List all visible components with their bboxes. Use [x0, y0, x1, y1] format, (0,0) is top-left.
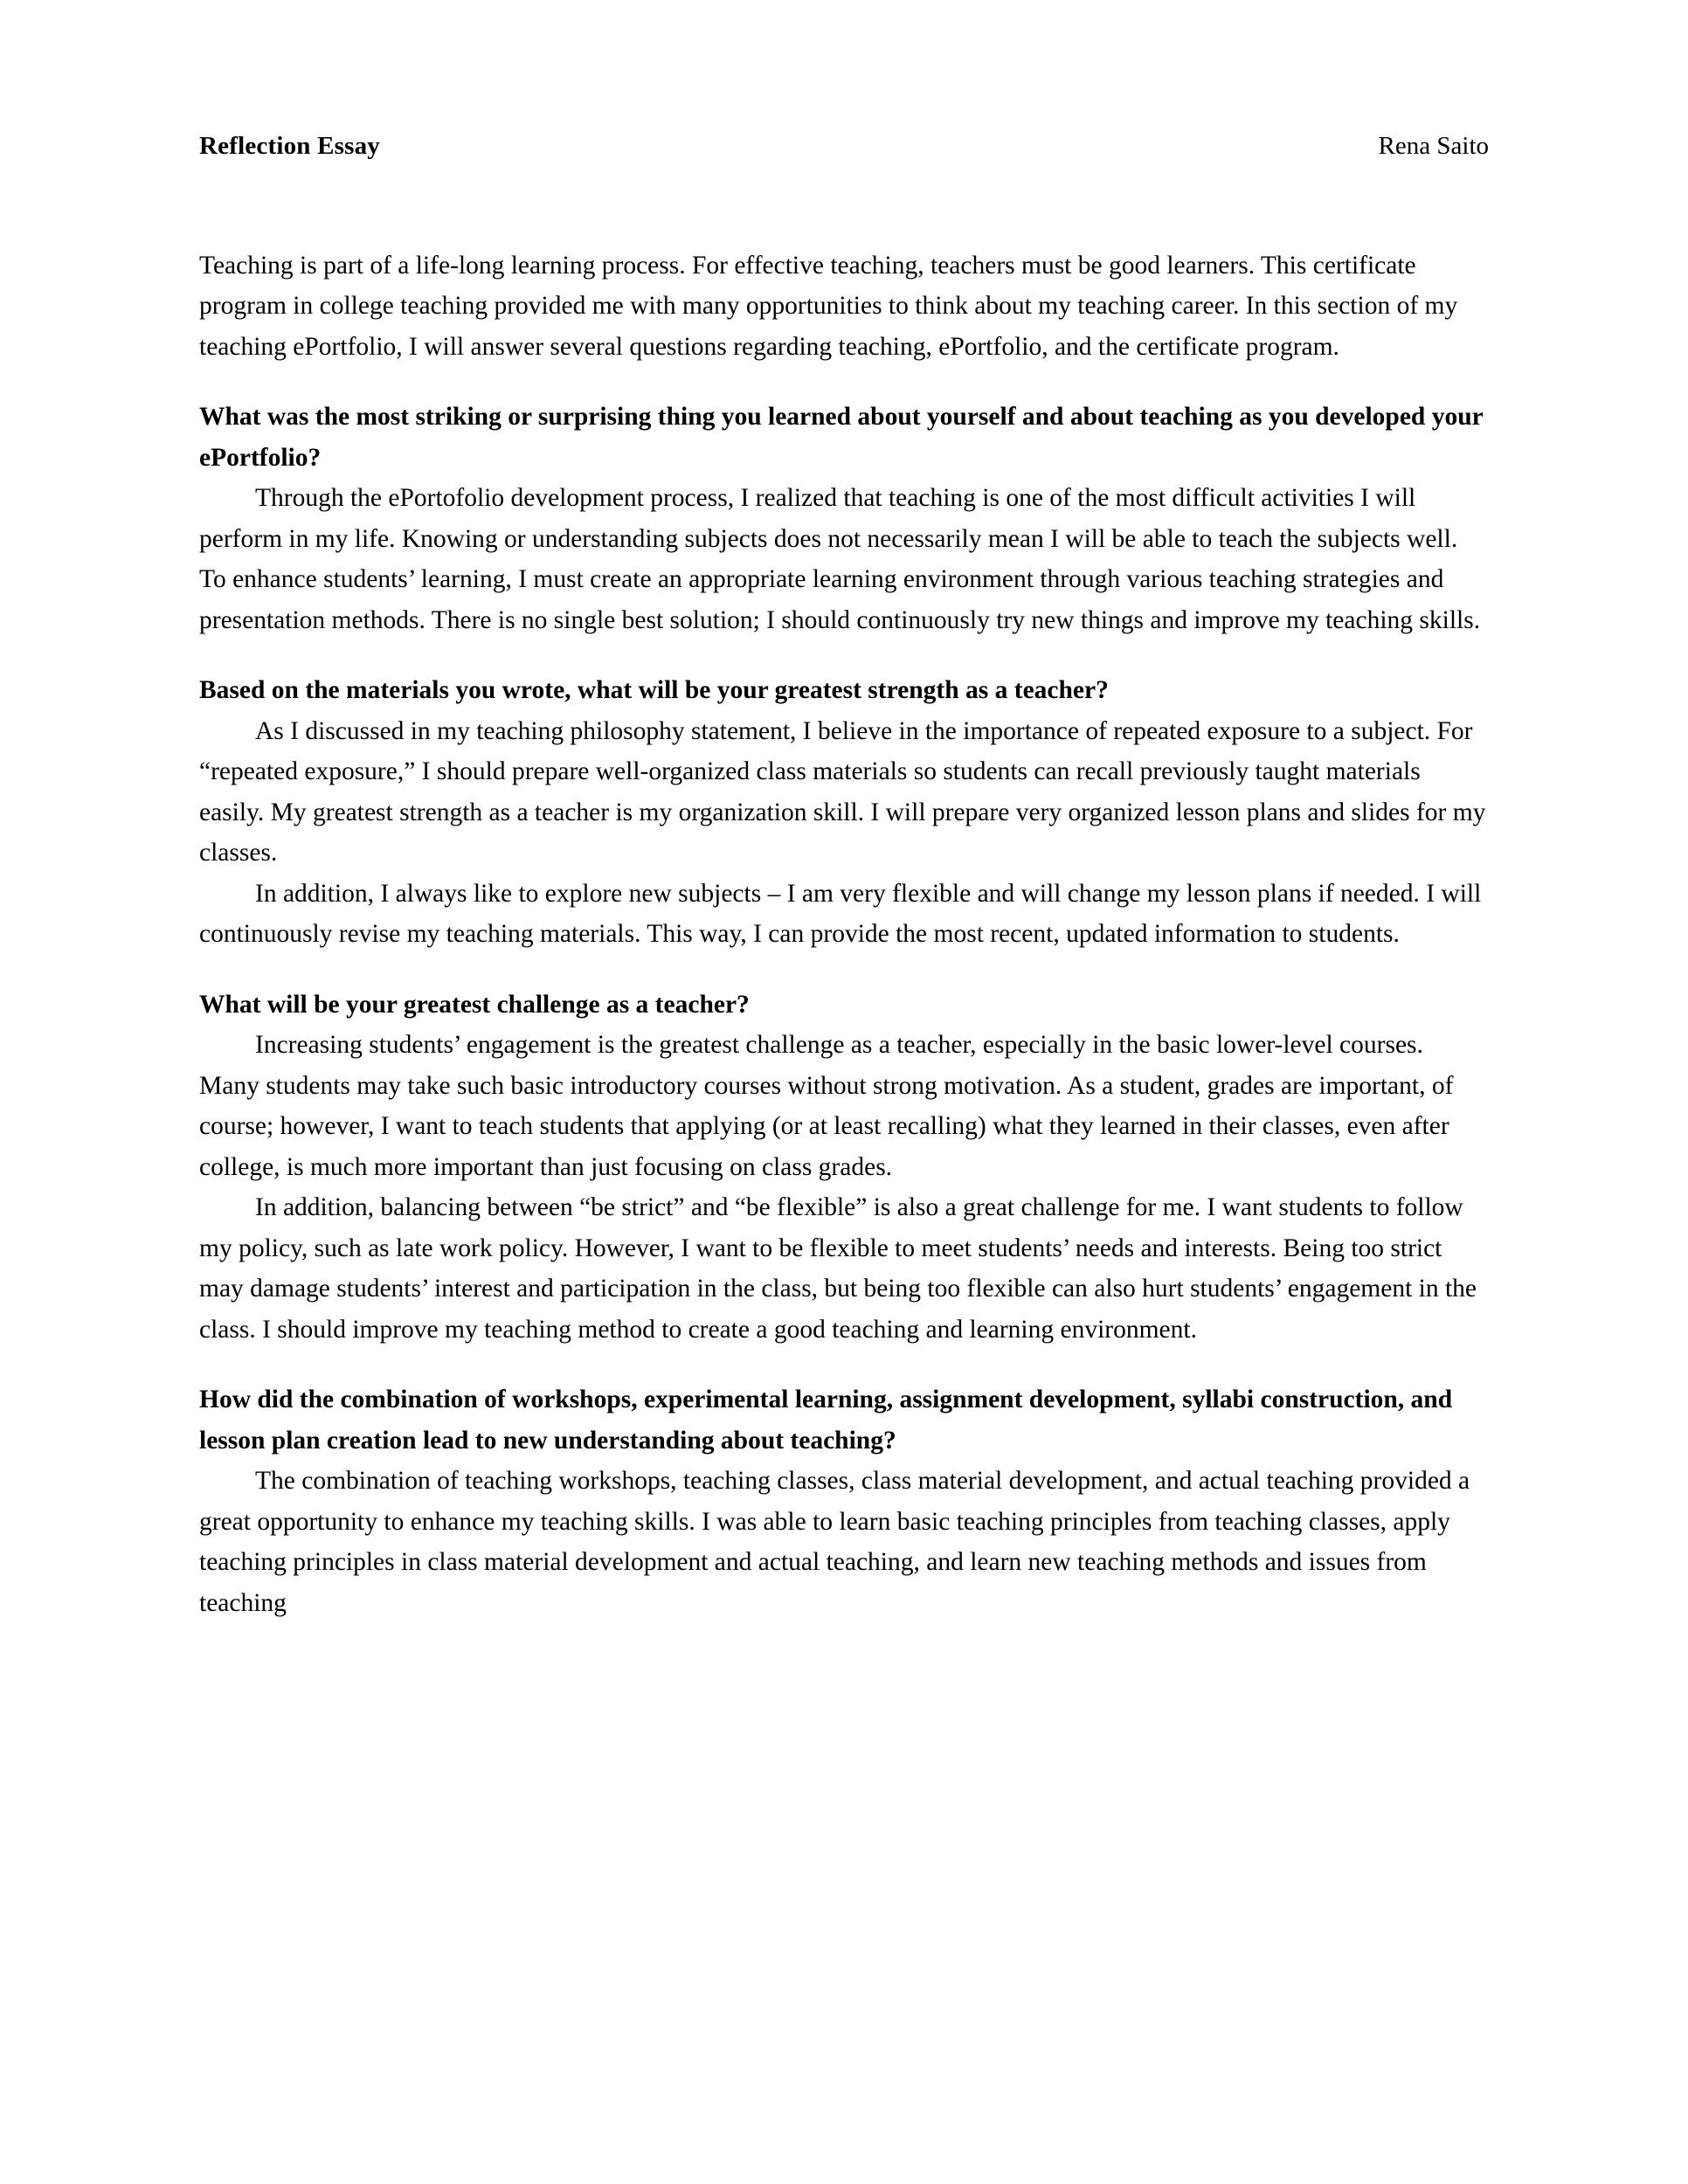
section-4: [199, 1379, 1489, 1623]
document-body: [199, 245, 1489, 1624]
intro-block: [199, 245, 1489, 368]
section-1: [199, 397, 1489, 640]
section-3-paragraph-2: In addition, balancing between “be strict” and “be flexible” is also a great challenge for me. I want students to follow my policy, such as late work policy. However, I want to be flexible to meet students’ needs and interests. Being too strict may damage students’ interest and participation in the class, but being too flexible can also hurt students’ engagement in the class. I should improve my teaching method to create a good teaching and learning environment.: [199, 1193, 1477, 1344]
author-name: Rena Saito: [1378, 132, 1489, 160]
intro-paragraph: Teaching is part of a life-long learning process. For effective teaching, teachers must be good learners. This certificate program in college teaching provided me with many opportunities to think about my teaching career. In this section of my teaching ePortfolio, I will answer several questions regarding teaching, ePortfolio, and the certificate program.: [199, 251, 1458, 361]
section-2-paragraph-1: As I discussed in my teaching philosophy statement, I believe in the importance of repeated exposure to a subject. For “repeated exposure,” I should prepare well-organized class materials so students can recall previously taught materials easily. My greatest strength as a teacher is my organization skill. I will prepare very organized lesson plans and slides for my classes.: [199, 716, 1486, 867]
section-4-paragraph-1: The combination of teaching workshops, teaching classes, class material development, and actual teaching provided a great opportunity to enhance my teaching skills. I was able to learn basic teaching principles from teaching classes, apply teaching principles in class material development and actual teaching, and learn new teaching methods and issues from teaching: [199, 1467, 1470, 1617]
section-2: [199, 670, 1489, 955]
section-1-question: What was the most striking or surprising thing you learned about yourself and about teaching as you developed your ePortfolio?: [199, 403, 1484, 472]
document-header: [199, 131, 1489, 162]
section-2-paragraph-2: In addition, I always like to explore new subjects – I am very flexible and will change my lesson plans if needed. I will continuously revise my teaching materials. This way, I can provide the most recent, updated information to students.: [199, 879, 1482, 949]
section-3: [199, 985, 1489, 1351]
section-3-paragraph-1: Increasing students’ engagement is the greatest challenge as a teacher, especially in the basic lower-level courses. Many students may take such basic introductory courses without strong motivation. As a student, grades are important, of course; however, I want to teach students that applying (or at least recalling) what they learned in their classes, even after college, is much more important than just focusing on class grades.: [199, 1031, 1454, 1181]
section-3-question: What will be your greatest challenge as a teacher?: [199, 990, 750, 1019]
section-2-question: Based on the materials you wrote, what will be your greatest strength as a teacher?: [199, 676, 1109, 705]
section-1-paragraph-1: Through the ePortofolio development process, I realized that teaching is one of the most difficult activities I will perform in my life. Knowing or understanding subjects does not necessarily mean I will be able to teach the subjects well. To enhance students’ learning, I must create an appropriate learning environment through various teaching strategies and presentation methods. There is no single best solution; I should continuously try new things and improve my teaching skills.: [199, 484, 1481, 634]
section-4-question: How did the combination of workshops, experimental learning, assignment development, syllabi construction, and lesson plan creation lead to new understanding about teaching?: [199, 1386, 1453, 1455]
page-title: Reflection Essay: [199, 132, 380, 160]
